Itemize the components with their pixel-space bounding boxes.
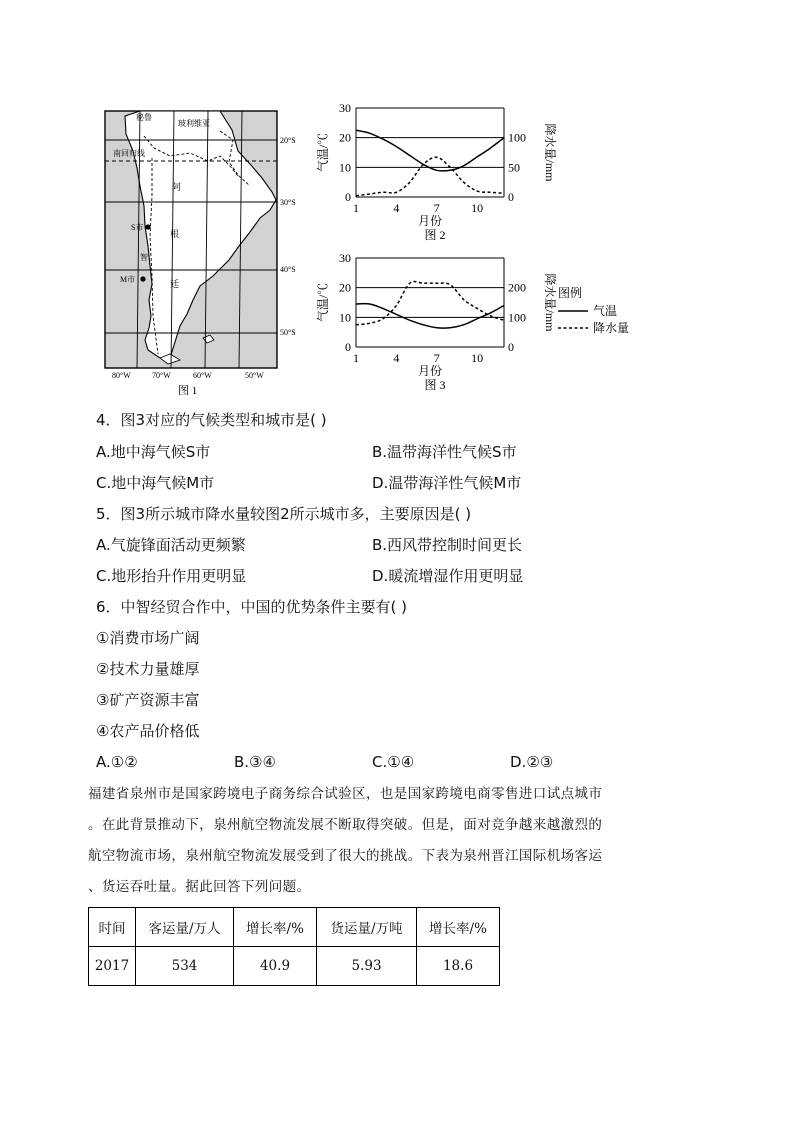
chart3-y-left-tick: 10 [339,310,351,325]
q5-stem: 5．图3所示城市降水量较图2所示城市多，主要原因是( ) [96,505,472,523]
table-row [89,947,500,986]
chart2-x-tick: 1 [353,201,359,215]
chart2-x-tick: 4 [393,201,400,215]
label-argentina-2: 根 [170,229,180,239]
chart3-y-left-tick: 0 [345,340,351,354]
chart3-x-tick: 10 [471,351,484,365]
header-cargo-growth: 增长率/% [417,908,500,947]
header-passengers: 客运量/万人 [136,908,234,947]
airport-throughput-table [88,907,500,986]
header-year: 时间 [89,908,136,947]
q4-option-b[interactable]: B.温带海洋性气候S市 [372,443,517,461]
m-city-dot [140,276,145,281]
chart2-series-temperature-line [356,130,504,171]
label-lon-60: 60°W [193,371,212,380]
table-header-row [89,908,500,947]
label-bolivia: 玻利维亚 [178,119,210,128]
label-argentina-1: 阿 [172,182,182,192]
cell-year: 2017 [89,947,136,986]
label-tropic: 南回归线 [113,149,145,158]
passage-line-1: 福建省泉州市是国家跨境电子商务综合试验区，也是国家跨境电商零售进口试点城市 [88,786,603,802]
label-lon-70: 70°W [152,371,171,380]
map-caption: 图 1 [178,385,198,397]
chart3-xlabel: 月份 [417,364,443,378]
chart3-legend-label: 气温 [593,304,618,318]
chart2-y-right-tick: 100 [508,130,526,145]
chart3-title: 图 3 [424,378,446,392]
figure-1-map [100,106,296,397]
chart2-xlabel: 月份 [417,214,443,228]
q5-option-a[interactable]: A.气旋锋面活动更频繁 [96,536,246,554]
chart3-y-right-tick: 200 [508,280,526,295]
label-lat-20: 20°S [280,136,296,145]
chart3-y-left-tick: 30 [339,251,351,265]
chart2-y-left-tick: 10 [339,160,351,175]
chart3-x-tick: 7 [433,351,440,365]
s-city-dot [145,224,150,229]
chart3-legend-label: 降水量 [593,321,630,335]
passage-line-4: 、货运吞吐量。据此回答下列问题。 [88,879,311,895]
chart2-y-right-tick: 0 [508,190,514,204]
chart2-y-left-tick: 0 [345,190,351,204]
label-lat-40: 40°S [280,265,296,274]
label-lat-50: 50°S [280,328,296,337]
chart3-y-right-tick: 100 [508,310,526,325]
q6-option-c[interactable]: C.①④ [372,753,415,771]
cell-cargo-growth: 18.6 [417,947,500,986]
chart3-x-tick: 4 [393,351,400,365]
chart3-y-left-tick: 20 [339,280,351,295]
passage-line-2: 。在此背景推动下，泉州航空物流发展不断取得突破。但是，面对竞争越来越激烈的 [88,817,603,833]
header-cargo: 货运量/万吨 [317,908,417,947]
chart3-series-temperature-line [356,304,504,328]
chart2-series-precipitation-line [356,157,504,196]
climate-charts [316,100,646,400]
label-argentina-3: 廷 [170,279,180,289]
q6-option-d[interactable]: D.②③ [510,753,554,771]
chart2-x-tick: 7 [433,201,440,215]
passage-line-3: 航空物流市场，泉州航空物流发展受到了很大的挑战。下表为泉州晋江国际机场客运 [88,848,603,864]
q5-option-c[interactable]: C.地形抬升作用更明显 [96,567,247,585]
label-peru: 秘鲁 [136,113,152,122]
chart2-title: 图 2 [424,228,446,242]
chart3-legend-title: 图例 [558,286,583,300]
chart3-ylabel-right: 降水量/mm [543,273,557,332]
label-chile: 智 [140,253,148,262]
chart2-y-right-tick: 50 [508,160,520,175]
label-lon-80: 80°W [112,371,131,380]
reading-passage [88,779,700,903]
q6-item-3: ③矿产资源丰富 [96,691,200,709]
chart2-x-tick: 10 [471,201,484,215]
q6-option-a[interactable]: A.①② [96,753,138,771]
header-passenger-growth: 增长率/% [234,908,317,947]
q6-item-1: ①消费市场广阔 [96,629,200,647]
q6-option-b[interactable]: B.③④ [234,753,276,771]
q4-stem: 4．图3对应的气候类型和城市是( ) [96,411,327,429]
chart2-y-left-tick: 20 [339,130,351,145]
climate-charts-svg [316,100,646,400]
map-svg [100,106,296,397]
q5-option-d[interactable]: D.暖流增湿作用更明显 [372,567,524,585]
chart2-y-left-tick: 30 [339,101,351,115]
label-lon-50: 50°W [245,371,264,380]
chart3-x-tick: 1 [353,351,359,365]
q6-item-4: ④农产品价格低 [96,722,200,740]
chart3-ylabel-left: 气温/℃ [316,282,330,323]
label-lat-30: 30°S [280,198,296,207]
q6-item-2: ②技术力量雄厚 [96,660,200,678]
q4-option-d[interactable]: D.温带海洋性气候M市 [372,474,522,492]
q6-stem: 6．中智经贸合作中，中国的优势条件主要有( ) [96,598,408,616]
label-m-city: M市 [120,275,136,284]
chart3-y-right-tick: 0 [508,340,514,354]
q5-option-b[interactable]: B.西风带控制时间更长 [372,536,523,554]
cell-passengers: 534 [136,947,234,986]
label-s-city: S市 [131,223,144,232]
chart2-ylabel-right: 降水量/mm [543,123,557,182]
cell-cargo: 5.93 [317,947,417,986]
cell-passenger-growth: 40.9 [234,947,317,986]
chart2-ylabel-left: 气温/℃ [316,132,330,173]
q4-option-c[interactable]: C.地中海气候M市 [96,474,215,492]
q4-option-a[interactable]: A.地中海气候S市 [96,443,211,461]
